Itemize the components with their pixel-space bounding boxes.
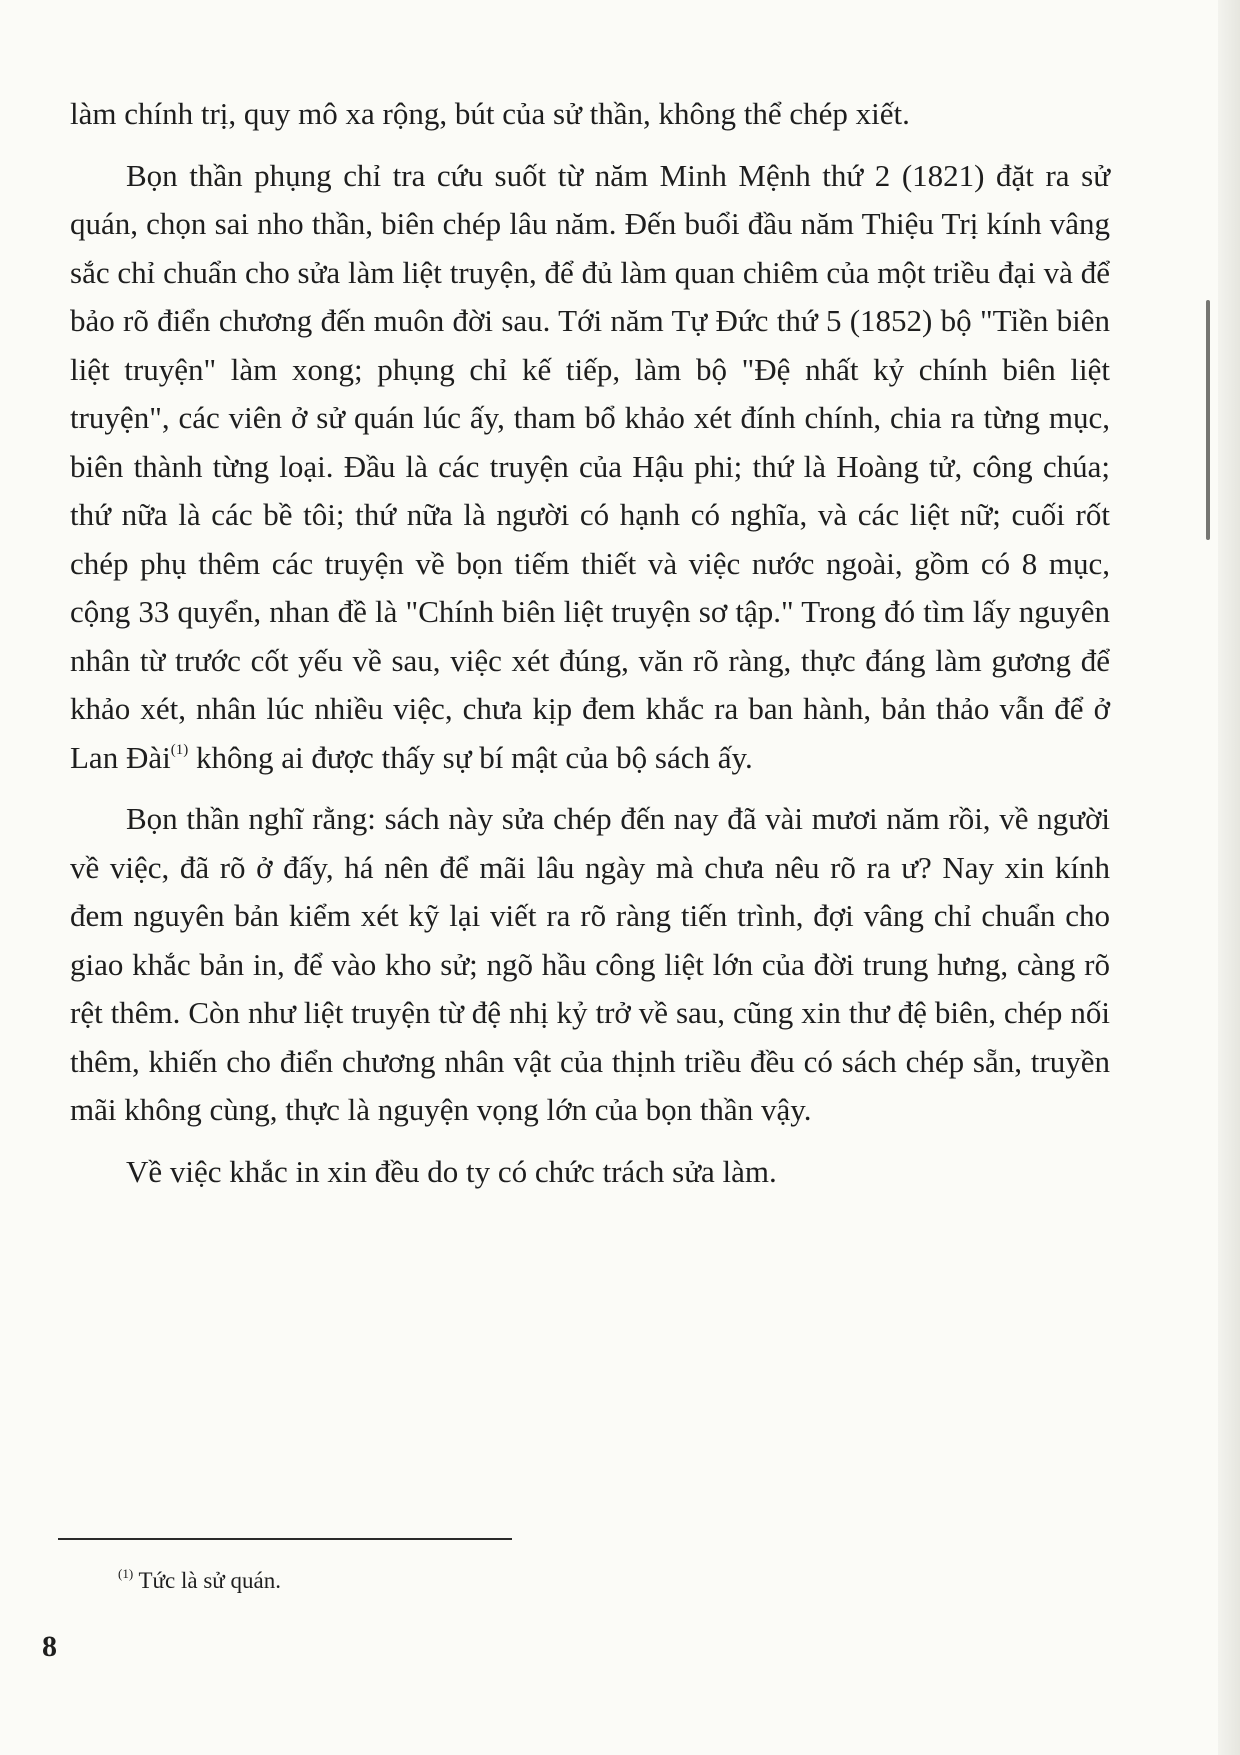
footnote-divider xyxy=(58,1538,512,1540)
paragraph-2-text: Bọn thần phụng chỉ tra cứu suốt từ năm Minh Mệnh thứ 2 (1821) đặt ra sử quán, chọn sai nho thần, biên chép lâu năm. Đến buổi đầu năm Thiệu Trị kính vâng sắc chỉ chuẩn cho sửa làm liệt truyện, để đủ làm quan chiêm của một triều đại và để bảo rõ điển chương đến muôn đời sau. Tới năm Tự Đức thứ 5 (1852) bộ "Tiền biên liệt truyện" làm xong; phụng chỉ kế tiếp, làm bộ "Đệ nhất kỷ chính biên liệt truyện", các viên ở sử quán lúc ấy, tham bổ khảo xét đính chính, chia ra từng mục, biên thành từng loại. Đầu là các truyện của Hậu phi; thứ là Hoàng tử, công chúa; thứ nữa là các bề tôi; thứ nữa là người có hạnh có nghĩa, và các liệt nữ; cuối rốt chép phụ thêm các truyện về bọn tiếm thiết và việc nước ngoài, gồm có 8 mục, cộng 33 quyển, nhan đề là "Chính biên liệt truyện sơ tập." Trong đó tìm lấy nguyên nhân từ trước cốt yếu về sau, việc xét đúng, văn rõ ràng, thực đáng làm gương để khảo xét, nhân lúc nhiều việc, chưa kịp đem khắc ra ban hành, bản thảo vẫn để ở Lan Đài xyxy=(70,157,1110,775)
binding-mark xyxy=(1206,300,1210,540)
paragraph-2-tail: không ai được thấy sự bí mật của bộ sách ấy. xyxy=(188,739,753,775)
footnote-marker: (1) xyxy=(118,1566,134,1581)
paragraph-1: làm chính trị, quy mô xa rộng, bút của sử thần, không thể chép xiết. xyxy=(70,96,910,131)
page-number: 8 xyxy=(42,1630,57,1663)
paragraph-2 xyxy=(70,152,1110,783)
footnote-reference: (1) xyxy=(170,741,189,758)
paragraph-3: Bọn thần nghĩ rằng: sách này sửa chép đến nay đã vài mươi năm rồi, về người về việc, đã rõ ở đấy, há nên để mãi lâu ngày mà chưa nêu rõ ra ư? Nay xin kính đem nguyên bản kiểm xét kỹ lại viết ra rõ ràng tiến trình, đợi vâng chỉ chuẩn cho giao khắc bản in, để vào kho sử; ngõ hầu công liệt lớn của đời trung hưng, càng rõ rệt thêm. Còn như liệt truyện từ đệ nhị kỷ trở về sau, cũng xin thư đệ biên, chép nối thêm, khiến cho điển chương nhân vật của thịnh triều đều có sách chép sẵn, truyền mãi không cùng, thực là nguyện vọng lớn của bọn thần vậy. xyxy=(70,801,1110,1127)
body-text xyxy=(70,90,1110,1196)
footnote-text: Tức là sử quán. xyxy=(133,1568,281,1593)
footnote xyxy=(118,1566,281,1596)
paragraph-4: Về việc khắc in xin đều do ty có chức trách sửa làm. xyxy=(126,1153,777,1189)
page-edge-shadow xyxy=(1218,0,1240,1755)
